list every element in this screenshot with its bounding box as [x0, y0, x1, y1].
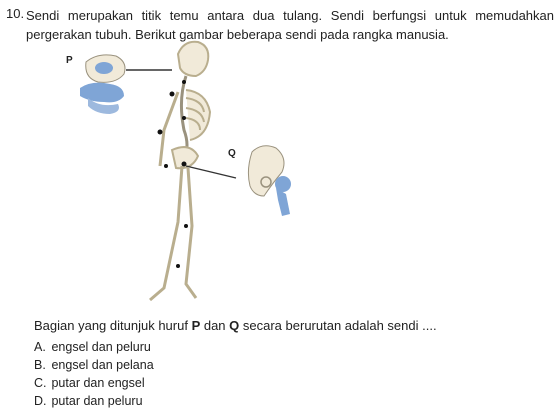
prompt-q: Q	[229, 318, 240, 333]
option-letter: D.	[34, 394, 47, 408]
option-letter: A.	[34, 340, 46, 354]
question-prompt	[34, 318, 437, 333]
option-text: engsel dan peluru	[51, 340, 151, 354]
option-d[interactable]	[34, 392, 154, 410]
prompt-p: P	[191, 318, 201, 333]
option-letter: B.	[34, 358, 46, 372]
question-number: 10.	[6, 6, 25, 21]
option-text: putar dan engsel	[51, 376, 145, 390]
inset-p-pivot-joint	[80, 55, 125, 114]
inset-q-ball-joint	[248, 146, 291, 216]
option-text: engsel dan pelana	[51, 358, 154, 372]
prompt-mid: dan	[200, 318, 230, 333]
prompt-before: Bagian yang ditunjuk huruf	[34, 318, 192, 333]
answer-options	[34, 338, 154, 410]
skeleton-body	[150, 42, 210, 300]
prompt-after: secara berurutan adalah sendi ....	[239, 318, 437, 333]
label-p: P	[66, 55, 73, 66]
option-c[interactable]	[34, 374, 154, 392]
option-a[interactable]	[34, 338, 154, 356]
label-q: Q	[228, 148, 236, 159]
option-b[interactable]	[34, 356, 154, 374]
question-intro: Sendi merupakan titik temu antara dua tulang. Sendi berfungsi untuk memudahkan pergerakan tubuh. Berikut gambar beberapa sendi pada rangka manusia.	[26, 8, 554, 42]
option-letter: C.	[34, 376, 47, 390]
option-text: putar dan peluru	[51, 394, 143, 408]
